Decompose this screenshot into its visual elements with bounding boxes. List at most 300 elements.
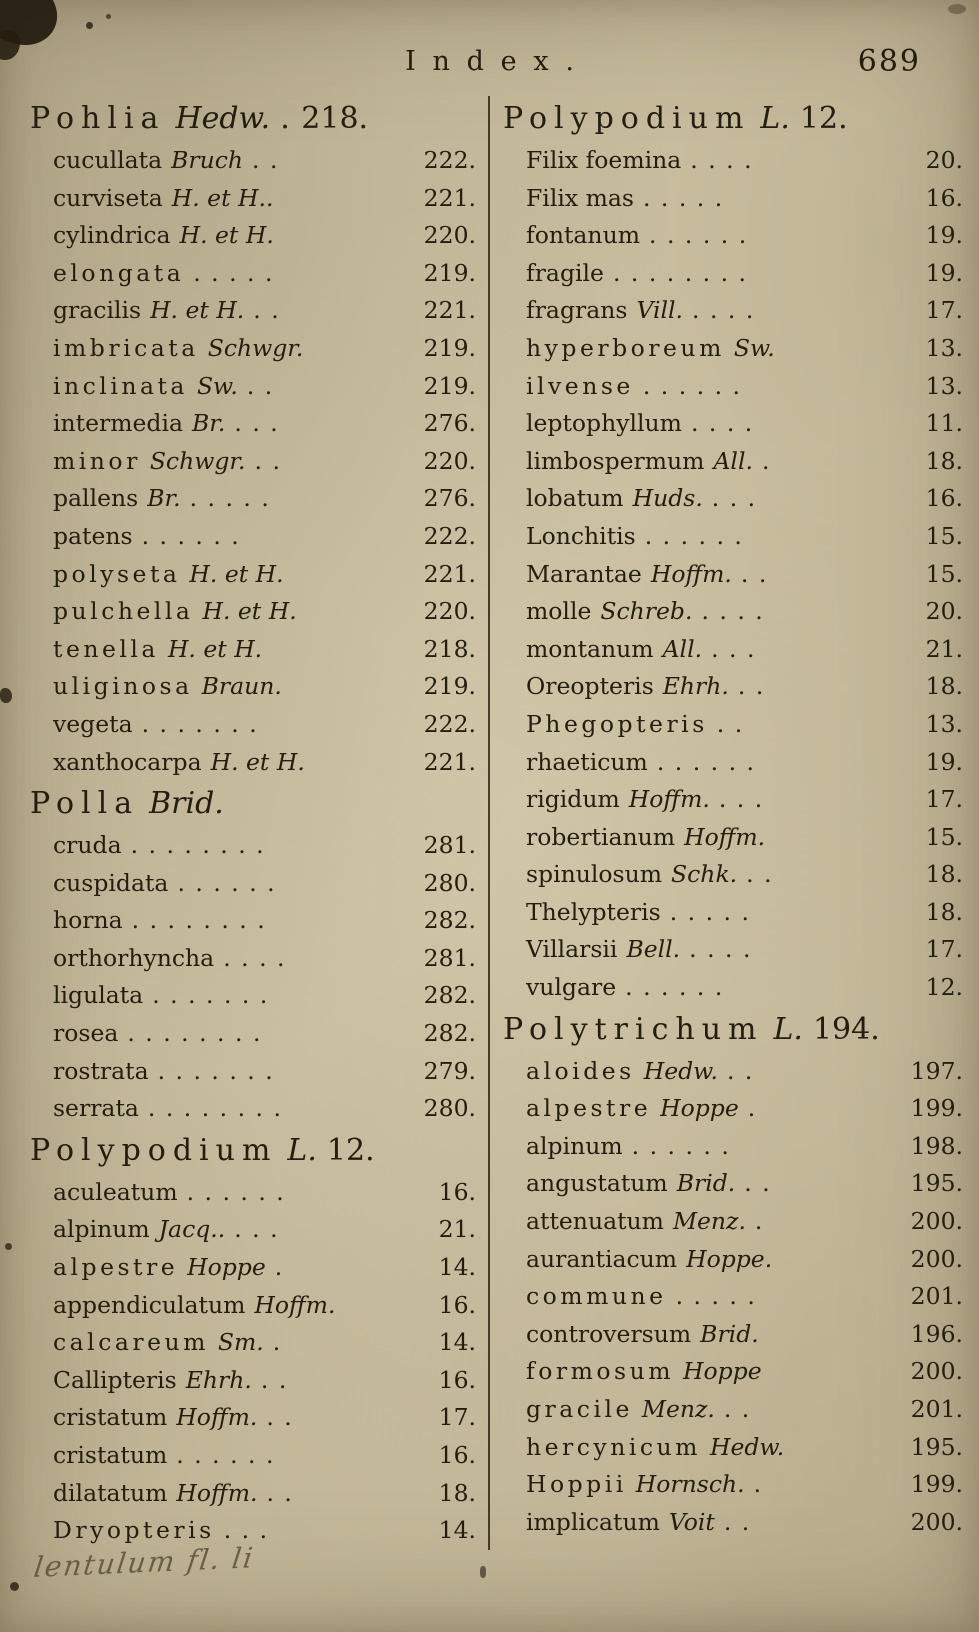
index-entry xyxy=(503,1090,963,1128)
entry-author: Hoffm. xyxy=(176,1403,258,1432)
index-entry xyxy=(503,1429,963,1467)
scan-speck xyxy=(10,1582,19,1591)
entry-page-number: 16. xyxy=(438,1441,476,1469)
entry-page-number: 282. xyxy=(423,981,476,1010)
index-entry xyxy=(503,1316,963,1354)
index-column-right xyxy=(490,96,963,1550)
entry-author: Huds. xyxy=(632,484,703,513)
entry-name: elongata xyxy=(53,258,185,287)
index-entry xyxy=(503,969,963,1007)
index-entry xyxy=(30,1287,476,1325)
entry-author: H. et H.. xyxy=(171,183,274,212)
index-entry xyxy=(30,1437,476,1475)
index-entry xyxy=(30,405,476,443)
entry-page-number: 194. xyxy=(812,1011,880,1047)
index-entry xyxy=(503,330,963,368)
entry-name: cuspidata xyxy=(53,868,169,897)
entry-name: dilatatum xyxy=(53,1478,168,1507)
index-genus-heading xyxy=(503,96,963,142)
entry-leader-dots: . . . . . . . . xyxy=(131,906,267,935)
entry-name: cristatum xyxy=(53,1441,168,1469)
entry-name: cucullata xyxy=(53,146,163,174)
index-entry xyxy=(30,744,476,782)
page-title: Index. xyxy=(405,46,591,77)
index-entry xyxy=(30,902,476,940)
entry-name: horna xyxy=(53,906,123,935)
entry-name: orthorhyncha xyxy=(53,943,215,972)
index-entry xyxy=(30,668,476,706)
scan-speck xyxy=(0,688,12,703)
index-entry xyxy=(503,480,963,518)
index-entry xyxy=(503,856,963,894)
entry-name: alpestre xyxy=(53,1253,179,1282)
entry-name: calcareum xyxy=(53,1328,209,1357)
entry-leader-dots: . . . . . . xyxy=(176,1441,275,1469)
entry-page-number: 15. xyxy=(925,822,963,851)
scan-speck xyxy=(948,4,966,14)
index-entry xyxy=(503,292,963,330)
entry-page-number: 20. xyxy=(925,146,963,174)
entry-leader-dots: . . . . xyxy=(223,943,286,972)
entry-author: Hoppe. xyxy=(686,1244,773,1273)
index-entry xyxy=(30,518,476,556)
entry-page-number: 280. xyxy=(423,1094,476,1123)
entry-name: xanthocarpa xyxy=(53,747,202,776)
entry-leader-dots: . . . . . . xyxy=(177,868,277,897)
index-entry xyxy=(30,631,476,669)
entry-name: rosea xyxy=(53,1019,119,1048)
entry-name: lobatum xyxy=(526,484,624,513)
index-genus-heading xyxy=(30,1128,476,1174)
index-column-left xyxy=(30,96,488,1550)
entry-page-number: 200. xyxy=(910,1357,963,1386)
entry-leader-dots: . xyxy=(747,1094,757,1123)
index-entry xyxy=(503,1278,963,1316)
index-entry xyxy=(30,1362,476,1400)
entry-page-number: 219. xyxy=(423,333,476,362)
entry-leader-dots: . . . xyxy=(711,634,756,663)
entry-author: L. xyxy=(773,1011,803,1047)
entry-name: commune xyxy=(526,1282,667,1311)
entry-name: angustatum xyxy=(526,1169,668,1198)
entry-leader-dots: . . . . . . xyxy=(141,521,241,550)
index-entry xyxy=(503,255,963,293)
entry-name: Filix foemina xyxy=(526,146,682,174)
entry-name: Hoppii xyxy=(526,1470,627,1499)
entry-page-number: 195. xyxy=(910,1169,963,1198)
entry-leader-dots: . . xyxy=(746,860,774,889)
entry-name: intermedia xyxy=(53,409,183,438)
entry-page-number: 281. xyxy=(423,943,476,972)
entry-page-number: 18. xyxy=(438,1478,476,1507)
entry-page-number: 200. xyxy=(910,1244,963,1273)
entry-leader-dots: . . xyxy=(252,146,279,174)
index-entry xyxy=(503,931,963,969)
index-entry xyxy=(503,1165,963,1203)
entry-leader-dots: . . xyxy=(246,371,274,400)
index-columns xyxy=(30,96,963,1550)
entry-leader-dots: . . . . . . xyxy=(644,521,744,550)
entry-leader-dots: . xyxy=(274,1253,284,1282)
entry-page-number: 12. xyxy=(326,1132,375,1168)
entry-name: tenella xyxy=(53,634,159,663)
entry-author: Hedw. xyxy=(643,1056,718,1085)
index-entry xyxy=(503,631,963,669)
entry-name: gracile xyxy=(526,1395,633,1423)
entry-name: hyperboreum xyxy=(526,333,725,362)
entry-leader-dots: . . xyxy=(740,559,768,588)
index-entry xyxy=(503,368,963,406)
entry-page-number: 11. xyxy=(925,409,963,438)
entry-leader-dots: . . xyxy=(254,446,282,475)
entry-author: Hedw. xyxy=(709,1432,785,1461)
entry-name: molle xyxy=(526,597,592,626)
entry-page-number: 222. xyxy=(423,709,476,738)
entry-leader-dots: . . xyxy=(253,296,281,325)
handwritten-note: lentulum fl. li xyxy=(31,1541,257,1584)
entry-name: aurantiacum xyxy=(526,1244,678,1273)
entry-author: Sw. xyxy=(196,371,238,400)
entry-name: cylindrica xyxy=(53,221,171,250)
entry-author: Br. xyxy=(192,409,226,438)
entry-author: H. et H. xyxy=(189,559,284,588)
entry-page-number: 15. xyxy=(925,521,963,550)
entry-name: cristatum xyxy=(53,1403,168,1432)
entry-name: aculeatum xyxy=(53,1177,178,1206)
entry-page-number: 17. xyxy=(438,1403,476,1432)
entry-name: alpinum xyxy=(53,1215,150,1244)
index-entry xyxy=(30,1090,476,1128)
index-entry xyxy=(30,368,476,406)
entry-name: alpestre xyxy=(526,1094,652,1123)
index-entry xyxy=(30,1211,476,1249)
entry-page-number: 279. xyxy=(423,1056,476,1085)
entry-leader-dots: . . . xyxy=(234,1215,280,1244)
entry-author: Jacq.. xyxy=(158,1215,226,1244)
index-entry xyxy=(503,819,963,857)
entry-name: rhaeticum xyxy=(526,747,648,776)
entry-author: Brid. xyxy=(149,786,224,822)
entry-leader-dots: . . . . . xyxy=(193,258,274,287)
index-entry xyxy=(30,977,476,1015)
entry-page-number: 219. xyxy=(423,672,476,701)
entry-leader-dots: . xyxy=(754,1207,764,1236)
index-entry xyxy=(503,744,963,782)
entry-page-number: 21. xyxy=(925,634,963,663)
entry-page-number: 220. xyxy=(423,221,476,250)
index-entry xyxy=(503,443,963,481)
entry-leader-dots: . . . . . . xyxy=(186,1177,286,1206)
entry-author: Hoppe xyxy=(660,1094,739,1123)
index-entry xyxy=(30,330,476,368)
entry-leader-dots: . . . . . . . xyxy=(157,1056,275,1085)
entry-name: aloides xyxy=(526,1056,635,1085)
entry-name: fragrans xyxy=(526,296,628,325)
entry-page-number: 276. xyxy=(423,409,476,438)
entry-author: Hoffm. xyxy=(684,822,766,851)
entry-page-number: 18. xyxy=(925,897,963,926)
entry-leader-dots: . . . . . . xyxy=(631,1131,731,1160)
index-entry xyxy=(30,1399,476,1437)
entry-author: H. et H. xyxy=(150,296,245,325)
entry-author: Menz. xyxy=(672,1207,746,1236)
entry-page-number: 218. xyxy=(301,101,369,136)
index-entry xyxy=(503,1466,963,1504)
entry-author: Hoffm. xyxy=(650,559,732,588)
entry-name: implicatum xyxy=(526,1507,660,1536)
entry-author: Sw. xyxy=(733,333,775,362)
entry-page-number: 19. xyxy=(925,258,963,287)
entry-page-number: 16. xyxy=(925,484,963,513)
scan-speck xyxy=(86,22,93,29)
entry-page-number: 218. xyxy=(423,634,476,663)
entry-author: H. et H. xyxy=(167,634,263,663)
entry-name: Marantae xyxy=(526,559,642,588)
index-entry xyxy=(503,593,963,631)
entry-author: L. xyxy=(760,101,790,136)
entry-name: robertianum xyxy=(526,822,676,851)
page-header xyxy=(0,46,979,90)
entry-name: Pohlia xyxy=(30,101,166,136)
entry-page-number: 282. xyxy=(423,1019,476,1048)
entry-name: spinulosum xyxy=(526,860,663,889)
index-entry xyxy=(30,706,476,744)
entry-leader-dots: . . . . . . xyxy=(649,221,748,250)
entry-page-number: 201. xyxy=(910,1395,963,1423)
entry-leader-dots: . . . xyxy=(234,409,280,438)
index-entry xyxy=(30,1053,476,1091)
entry-name: imbricata xyxy=(53,333,199,362)
entry-page-number: 282. xyxy=(423,906,476,935)
entry-leader-dots: . . . . . xyxy=(642,183,724,212)
entry-name: vulgare xyxy=(526,973,617,1002)
index-entry xyxy=(503,142,963,180)
entry-name: minor xyxy=(53,446,141,475)
entry-page-number: 13. xyxy=(925,709,963,738)
entry-name: fragile xyxy=(526,258,604,287)
entry-name: Phegopteris xyxy=(526,709,708,738)
entry-page-number: 221. xyxy=(423,559,476,588)
entry-page-number: 14. xyxy=(438,1328,476,1357)
entry-author: Hoffm. xyxy=(254,1290,336,1319)
entry-page-number: 21. xyxy=(438,1215,476,1244)
entry-name: gracilis xyxy=(53,296,142,325)
entry-page-number: 197. xyxy=(910,1056,963,1085)
entry-page-number: 276. xyxy=(423,484,476,513)
entry-page-number: 220. xyxy=(423,597,476,626)
entry-author: All. xyxy=(662,634,703,663)
entry-page-number: 18. xyxy=(925,672,963,701)
entry-leader-dots: . . . . xyxy=(690,409,754,438)
entry-name: attenuatum xyxy=(526,1207,664,1236)
entry-author: All. xyxy=(713,446,753,475)
entry-leader-dots: . . . xyxy=(718,785,764,814)
entry-name: curviseta xyxy=(53,183,163,212)
entry-name: uliginosa xyxy=(53,672,193,701)
entry-page-number: 14. xyxy=(438,1516,476,1545)
index-entry xyxy=(503,405,963,443)
entry-author: H. et H. xyxy=(179,221,274,250)
entry-page-number: 220. xyxy=(423,446,476,475)
entry-leader-dots: . . . . . xyxy=(669,897,751,926)
index-entry xyxy=(503,706,963,744)
entry-author: Voit xyxy=(668,1507,715,1536)
entry-name: rostrata xyxy=(53,1056,149,1085)
entry-author: Hoffm. xyxy=(176,1478,258,1507)
entry-page-number: 12. xyxy=(925,973,963,1002)
index-entry xyxy=(503,668,963,706)
index-entry xyxy=(30,940,476,978)
entry-author: Braun. xyxy=(201,672,282,701)
index-entry xyxy=(30,180,476,218)
entry-page-number: 221. xyxy=(423,183,476,212)
entry-name: controversum xyxy=(526,1319,692,1348)
index-entry xyxy=(30,443,476,481)
entry-author: H. et H. xyxy=(210,747,305,776)
entry-leader-dots: . . . . . . . . xyxy=(147,1094,283,1123)
index-entry xyxy=(503,217,963,255)
entry-page-number: 19. xyxy=(925,747,963,776)
entry-author: H. et H. xyxy=(202,597,297,626)
entry-name: fontanum xyxy=(526,221,640,250)
entry-page-number: 222. xyxy=(423,146,476,174)
entry-page-number: 18. xyxy=(925,446,963,475)
entry-page-number: 20. xyxy=(925,597,963,626)
entry-leader-dots: . . . . . . . xyxy=(152,981,269,1010)
entry-leader-dots: . xyxy=(753,1470,763,1499)
entry-author: Hoffm. xyxy=(628,785,710,814)
entry-leader-dots: . . xyxy=(726,1056,754,1085)
entry-author: L. xyxy=(287,1132,317,1168)
entry-leader-dots: . . xyxy=(266,1403,294,1432)
entry-page-number: 219. xyxy=(423,371,476,400)
entry-leader-dots: . . xyxy=(744,1169,772,1198)
entry-name: Filix mas xyxy=(526,183,634,212)
entry-name: Callipteris xyxy=(53,1365,177,1394)
entry-name: rigidum xyxy=(526,785,620,814)
entry-name: patens xyxy=(53,521,133,550)
entry-name: Dryopteris xyxy=(53,1516,215,1545)
entry-page-number: 221. xyxy=(423,747,476,776)
entry-page-number: 15. xyxy=(925,559,963,588)
entry-page-number: 221. xyxy=(423,296,476,325)
index-entry xyxy=(503,781,963,819)
index-entry xyxy=(503,518,963,556)
index-genus-heading xyxy=(30,96,476,142)
entry-leader-dots: . . . . . . xyxy=(625,973,724,1002)
entry-leader-dots: . . xyxy=(260,1365,288,1394)
entry-page-number: 18. xyxy=(925,860,963,889)
entry-name: Thelypteris xyxy=(526,897,661,926)
index-entry xyxy=(30,292,476,330)
entry-leader-dots: . . . . xyxy=(689,935,752,964)
index-genus-heading xyxy=(503,1007,963,1053)
entry-leader-dots: . . xyxy=(737,672,765,701)
index-entry xyxy=(30,593,476,631)
entry-name: serrata xyxy=(53,1094,139,1123)
index-entry xyxy=(503,1053,963,1091)
entry-page-number: 14. xyxy=(438,1253,476,1282)
entry-name: Polla xyxy=(30,786,140,822)
entry-leader-dots: . . . . xyxy=(701,597,765,626)
index-entry xyxy=(30,1174,476,1212)
index-entry xyxy=(503,1203,963,1241)
entry-name: leptophyllum xyxy=(526,409,682,438)
entry-page-number: 17. xyxy=(925,785,963,814)
entry-author: Brid. xyxy=(700,1319,759,1348)
index-entry xyxy=(30,255,476,293)
index-entry xyxy=(503,1504,963,1542)
entry-name: polyseta xyxy=(53,559,181,588)
entry-author: Hoppe xyxy=(683,1357,762,1386)
entry-leader-dots: . . . . . . . . xyxy=(127,1019,262,1048)
entry-page-number: 280. xyxy=(423,868,476,897)
entry-page-number: 17. xyxy=(925,296,963,325)
entry-page-number: 13. xyxy=(925,371,963,400)
entry-page-number: 13. xyxy=(925,333,963,362)
index-entry xyxy=(503,180,963,218)
index-entry xyxy=(30,556,476,594)
index-entry xyxy=(30,1324,476,1362)
entry-author: Schwgr. xyxy=(149,446,246,475)
entry-author: Ehrh. xyxy=(662,672,729,701)
entry-page-number: 195. xyxy=(910,1432,963,1461)
entry-author: Hoppe xyxy=(187,1253,266,1282)
entry-leader-dots: . . . . . . xyxy=(642,371,742,400)
entry-page-number: 19. xyxy=(925,221,963,250)
entry-leader-dots: . . . . . . . . xyxy=(612,258,748,287)
entry-leader-dots: . . . . . xyxy=(189,484,271,513)
index-entry xyxy=(30,1015,476,1053)
entry-author: Hornsch. xyxy=(635,1470,745,1499)
index-entry xyxy=(503,1241,963,1279)
entry-name: inclinata xyxy=(53,371,188,400)
entry-leader-dots: . . . xyxy=(223,1516,269,1545)
entry-leader-dots: . . . . . . . xyxy=(141,709,259,738)
entry-page-number: 222. xyxy=(423,521,476,550)
entry-author: Brid. xyxy=(676,1169,736,1198)
entry-leader-dots: . . xyxy=(723,1395,751,1423)
entry-author: Schwgr. xyxy=(207,333,304,362)
entry-leader-dots: . . xyxy=(723,1507,751,1536)
entry-name: Lonchitis xyxy=(526,521,636,550)
entry-author: Menz. xyxy=(641,1395,715,1423)
entry-page-number: 16. xyxy=(925,183,963,212)
entry-name: appendiculatum xyxy=(53,1290,246,1319)
page-number: 689 xyxy=(857,44,921,79)
entry-author: Vill. xyxy=(636,296,684,325)
entry-leader-dots: . . . xyxy=(711,484,757,513)
entry-leader-dots: . xyxy=(280,101,292,136)
entry-name: Polypodium xyxy=(30,1132,278,1168)
entry-author: Schreb. xyxy=(600,597,693,626)
entry-page-number: 199. xyxy=(910,1094,963,1123)
entry-name: limbospermum xyxy=(526,446,705,475)
entry-page-number: 219. xyxy=(423,258,476,287)
entry-name: alpinum xyxy=(526,1131,623,1160)
scan-speck xyxy=(106,14,111,19)
index-entry xyxy=(503,1353,963,1391)
entry-leader-dots: . . . . . . xyxy=(656,747,756,776)
entry-name: pulchella xyxy=(53,597,194,626)
index-entry xyxy=(503,1128,963,1166)
index-entry xyxy=(30,1249,476,1287)
index-entry xyxy=(503,1391,963,1429)
index-entry xyxy=(30,217,476,255)
entry-page-number: 16. xyxy=(438,1365,476,1394)
entry-name: cruda xyxy=(53,831,122,860)
scan-speck xyxy=(5,1243,12,1250)
